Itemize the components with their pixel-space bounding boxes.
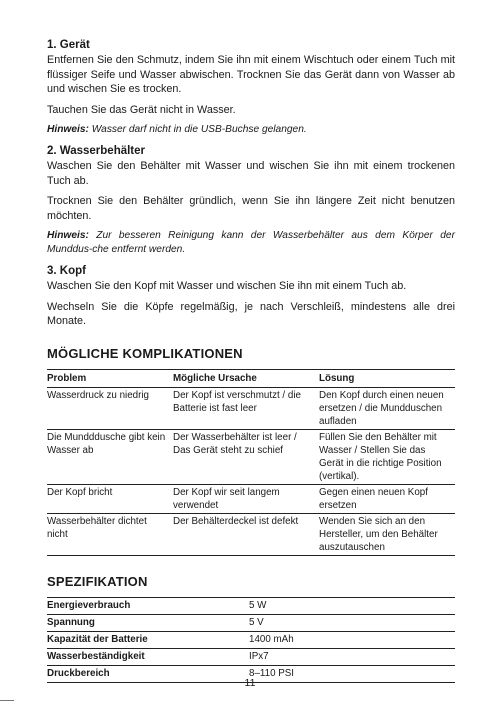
column-header: Lösung: [319, 369, 455, 387]
spec-value: 1400 mAh: [249, 631, 455, 648]
spec-value: 5 V: [249, 614, 455, 631]
table-cell: Gegen einen neuen Kopf ersetzen: [319, 484, 455, 513]
table-row: [47, 484, 455, 513]
table-row: [47, 429, 455, 484]
head-paragraph-2: Wechseln Sie die Köpfe regelmäßig, je nach Verschleiß, mindestens alle drei Monate.: [47, 300, 455, 327]
note-text: Wasser darf nicht in die USB-Buchse gelangen.: [88, 124, 307, 135]
specs-title: SPEZIFIKATION: [47, 573, 148, 589]
head-paragraph-1: Waschen Sie den Kopf mit Wasser und wischen Sie ihn mit einem Tuch ab.: [47, 280, 407, 292]
complications-title: MÖGLICHE KOMPLIKATIONEN: [47, 345, 243, 361]
device-paragraph-1: Entfernen Sie den Schmutz, indem Sie ihn mit einem Wischtuch oder einem Tuch mit flüssiger Seife und Wasser abwischen. Trocknen Sie das Gerät dann von Wasser ab und wischen Sie es trocken.: [47, 54, 455, 95]
spec-value: IPx7: [249, 648, 455, 665]
tank-paragraph-1: Waschen Sie den Behälter mit Wasser und wischen Sie ihn mit einem trockenen Tuch ab.: [47, 160, 455, 187]
device-note: [47, 123, 455, 137]
column-header: Problem: [47, 369, 173, 387]
table-row: [47, 648, 455, 665]
table-cell: Wasserbehälter dichtet nicht: [47, 513, 173, 555]
page-number: 11: [244, 677, 256, 689]
tank-paragraph-2: Trocknen Sie den Behälter gründlich, wenn Sie ihn längere Zeit nicht benutzen möchten.: [47, 195, 455, 222]
table-cell: Der Behälterdeckel ist defekt: [173, 513, 319, 555]
table-cell: Wasserdruck zu niedrig: [47, 387, 173, 429]
spec-key: Druckbereich: [47, 665, 249, 682]
table-header-row: [47, 369, 455, 387]
column-header: Mögliche Ursache: [173, 369, 319, 387]
table-cell: Der Wasserbehälter ist leer / Das Gerät steht zu schief: [173, 429, 319, 484]
table-row: [47, 387, 455, 429]
table-cell: Die Mundddusche gibt kein Wasser ab: [47, 429, 173, 484]
complications-table: [47, 369, 455, 556]
section-heading-device: 1. Gerät: [47, 39, 90, 51]
table-row: [47, 631, 455, 648]
table-cell: Der Kopf bricht: [47, 484, 173, 513]
tank-note: [47, 229, 455, 257]
section-heading-tank: 2. Wasserbehälter: [47, 145, 146, 157]
crop-mark: [0, 700, 14, 701]
table-row: [47, 614, 455, 631]
specs-table: [47, 597, 455, 683]
spec-key: Kapazität der Batterie: [47, 631, 249, 648]
note-text: Zur besseren Reinigung kann der Wasserbehälter aus dem Körper der Munddus-che entfernt werden.: [47, 230, 455, 255]
section-heading-head: 3. Kopf: [47, 265, 86, 277]
table-row: [47, 513, 455, 555]
note-label: Hinweis:: [47, 230, 89, 241]
table-cell: Der Kopf wir seit langem verwendet: [173, 484, 319, 513]
spec-key: Wasserbeständigkeit: [47, 648, 249, 665]
spec-value: 8–110 PSI: [249, 665, 455, 682]
table-row: [47, 597, 455, 614]
page-content: [47, 38, 455, 683]
table-cell: Wenden Sie sich an den Hersteller, um den Behälter auszutauschen: [319, 513, 455, 555]
table-cell: Den Kopf durch einen neuen ersetzen / die Mundduschen aufladen: [319, 387, 455, 429]
table-cell: Der Kopf ist verschmutzt / die Batterie ist fast leer: [173, 387, 319, 429]
spec-key: Spannung: [47, 614, 249, 631]
note-label: Hinweis:: [47, 124, 89, 135]
device-paragraph-2: Tauchen Sie das Gerät nicht in Wasser.: [47, 103, 236, 116]
spec-value: 5 W: [249, 597, 455, 614]
spec-key: Energieverbrauch: [47, 597, 249, 614]
table-cell: Füllen Sie den Behälter mit Wasser / Stellen Sie das Gerät in die richtige Position (vertikal).: [319, 429, 455, 484]
